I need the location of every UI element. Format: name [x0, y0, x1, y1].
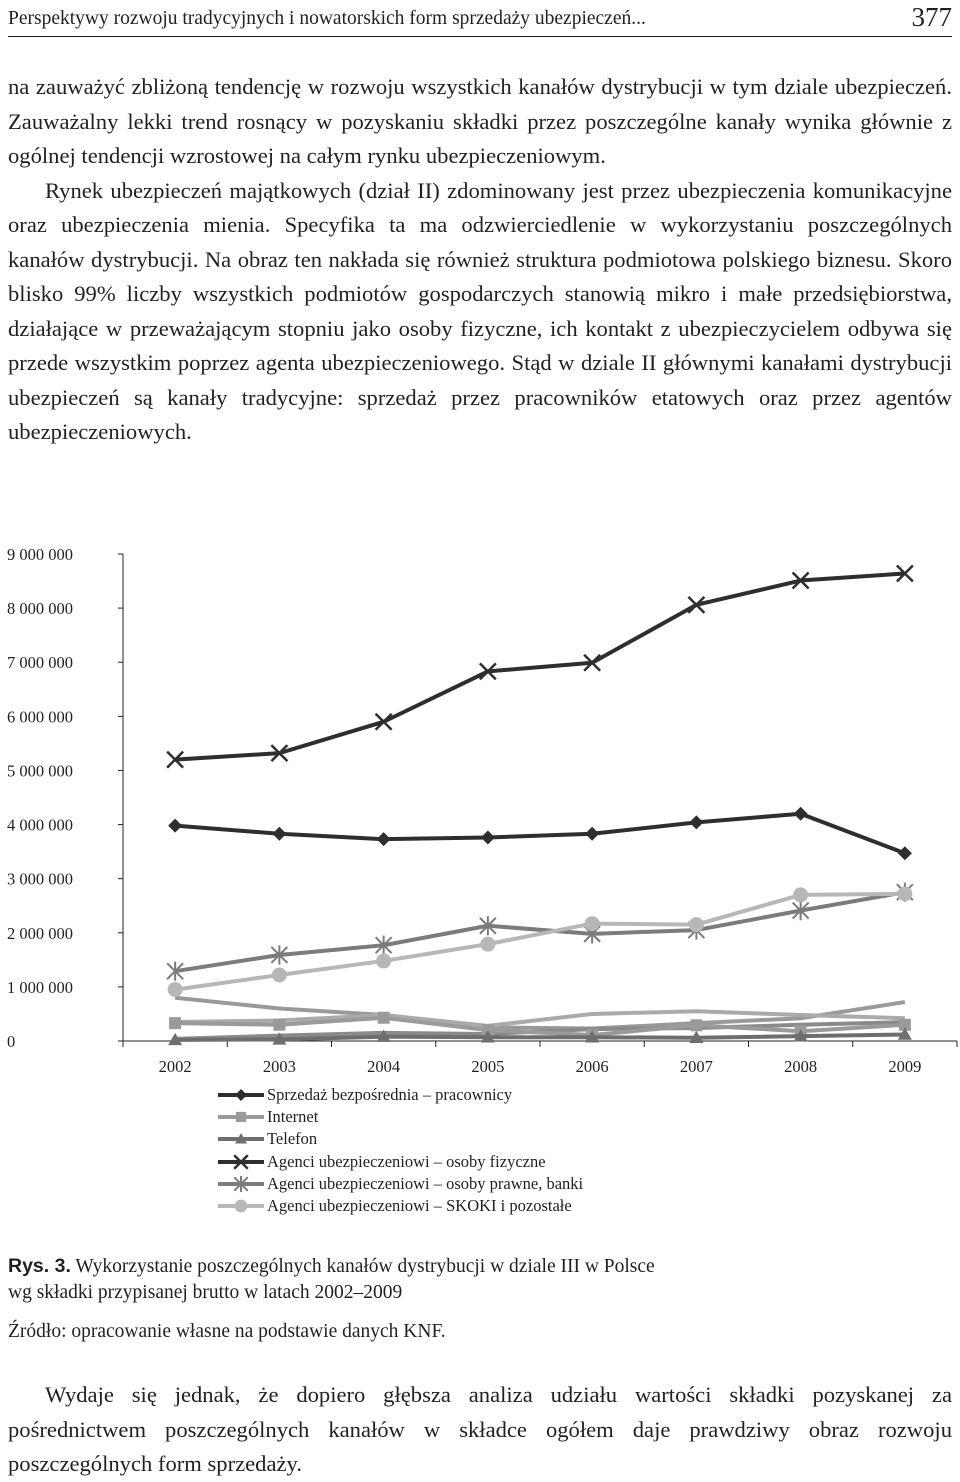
y-tick-label: 8 000 000 — [7, 599, 73, 619]
y-tick-label: 5 000 000 — [7, 761, 73, 781]
x-tick-label: 2007 — [679, 1057, 713, 1076]
data-point — [481, 831, 495, 845]
y-tick-label: 6 000 000 — [7, 707, 73, 727]
y-tick-label: 3 000 000 — [7, 869, 73, 889]
body-text — [8, 70, 952, 450]
caption-line-2: wg składki przypisanej brutto w latach 2002–2009 — [8, 1282, 403, 1303]
y-tick-label: 2 000 000 — [7, 923, 73, 943]
x-tick-label: 2008 — [784, 1057, 818, 1076]
legend-label: Internet — [267, 1107, 319, 1127]
data-point — [235, 1089, 247, 1101]
legend-swatch — [216, 1198, 266, 1214]
series-group — [167, 565, 913, 767]
x-tick-label: 2004 — [367, 1057, 401, 1076]
data-point — [273, 1019, 285, 1031]
legend-entry — [216, 1106, 583, 1128]
data-point — [236, 1112, 246, 1122]
data-point — [235, 1200, 248, 1213]
data-point — [689, 815, 703, 829]
line-chart — [0, 545, 960, 1085]
legend-entry — [216, 1195, 583, 1217]
closing-paragraph: Wydaje się jednak, że dopiero głębsza analiza udziału wartości składki pozyskanej za pośrednictwem poszczególnych kanałów w składce ogółem daje prawdziwy obraz rozwoju poszczególnych form sprzedaży. — [8, 1382, 952, 1476]
caption-label: Rys. 3. — [8, 1255, 71, 1277]
legend-label: Agenci ubezpieczeniowi – SKOKI i pozostałe — [267, 1195, 572, 1215]
legend-label: Agenci ubezpieczeniowi – osoby prawne, banki — [267, 1173, 584, 1193]
legend-swatch — [216, 1109, 266, 1125]
figure-source: Źródło: opracowanie własne na podstawie danych KNF. — [8, 1321, 446, 1342]
legend-swatch — [216, 1176, 266, 1192]
data-point — [793, 887, 808, 902]
x-tick-label: 2002 — [158, 1057, 192, 1076]
legend-label: Telefon — [267, 1129, 318, 1149]
y-tick-label: 4 000 000 — [7, 815, 73, 835]
y-axis — [7, 545, 123, 1051]
legend-label: Sprzedaż bezpośrednia – pracownicy — [267, 1085, 513, 1104]
y-tick-label: 7 000 000 — [7, 653, 73, 673]
x-tick-label: 2006 — [575, 1057, 609, 1076]
data-point — [897, 886, 912, 901]
page-number: 377 — [911, 2, 952, 32]
data-point — [378, 1012, 390, 1024]
data-point — [585, 827, 599, 841]
series-line — [175, 573, 905, 759]
caption-text: Wykorzystanie poszczególnych kanałów dystrybucji w dziale III w Polsce — [70, 1256, 655, 1277]
series-lines — [167, 565, 913, 1045]
legend-entry — [216, 1151, 583, 1173]
figure-caption — [8, 1253, 952, 1306]
data-point — [272, 967, 287, 982]
x-tick-label: 2005 — [471, 1057, 505, 1076]
data-point — [169, 1017, 181, 1029]
legend-label: Agenci ubezpieczeniowi – osoby fizyczne — [267, 1151, 546, 1171]
data-point — [690, 1019, 702, 1031]
legend-swatch — [216, 1087, 266, 1103]
x-axis — [123, 1041, 957, 1076]
legend-entry — [216, 1128, 583, 1150]
x-tick-label: 2003 — [262, 1057, 296, 1076]
data-point — [376, 953, 391, 968]
page-header — [8, 2, 952, 37]
data-point — [480, 937, 495, 952]
chart-legend — [216, 1084, 583, 1217]
data-point — [272, 827, 286, 841]
running-title: Perspektywy rozwoju tradycyjnych i nowatorskich form sprzedaży ubezpieczeń... — [8, 8, 646, 29]
data-point — [168, 819, 182, 833]
legend-entry — [216, 1173, 583, 1195]
data-point — [689, 917, 704, 932]
legend-entry — [216, 1084, 583, 1106]
data-point — [585, 916, 600, 931]
y-tick-label: 1 000 000 — [7, 977, 73, 997]
data-point — [898, 846, 912, 860]
y-tick-label: 9 000 000 — [7, 545, 73, 564]
x-tick-label: 2009 — [888, 1057, 922, 1076]
series-group — [168, 807, 912, 861]
paragraph-2: Rynek ubezpieczeń majątkowych (dział II) zdominowany jest przez ubezpieczenia komunikacyjne oraz ubezpieczenia mienia. Specyfika ta ma odzwierciedlenie w wykorzystaniu poszczególnych kanałów dystrybucji. Na obraz ten nakłada się również struktura podmiotowa polskiego biznesu. Skoro blisko 99% liczby wszystkich podmiotów gospodarczych stanowią mikro i małe przedsiębiorstwa, działające w przeważającym stopniu jako osoby fizyczne, ich kontakt z ubezpieczycielem odbywa się przede wszystkim poprzez agenta ubezpieczeniowego. Stąd w dziale II głównymi kanałami dystrybucji ubezpieczeń są kanały tradycyjne: sprzedaż przez pracowników etatowych oraz przez agentów ubezpieczeniowych. — [8, 177, 952, 444]
paragraph-1: na zauważyć zbliżoną tendencję w rozwoju wszystkich kanałów dystrybucji w tym dziale ubezpieczeń. Zauważalny lekki trend rosnący w pozyskaniu składki przez poszczególne kanały wynika głównie z ogólnej tendencji wzrostowej na całym rynku ubezpieczeniowym. — [8, 74, 952, 168]
legend-swatch — [216, 1154, 266, 1170]
data-point — [168, 982, 183, 997]
data-point — [377, 832, 391, 846]
y-tick-label: 0 — [7, 1032, 16, 1051]
legend-swatch — [216, 1131, 266, 1147]
data-point — [794, 807, 808, 821]
